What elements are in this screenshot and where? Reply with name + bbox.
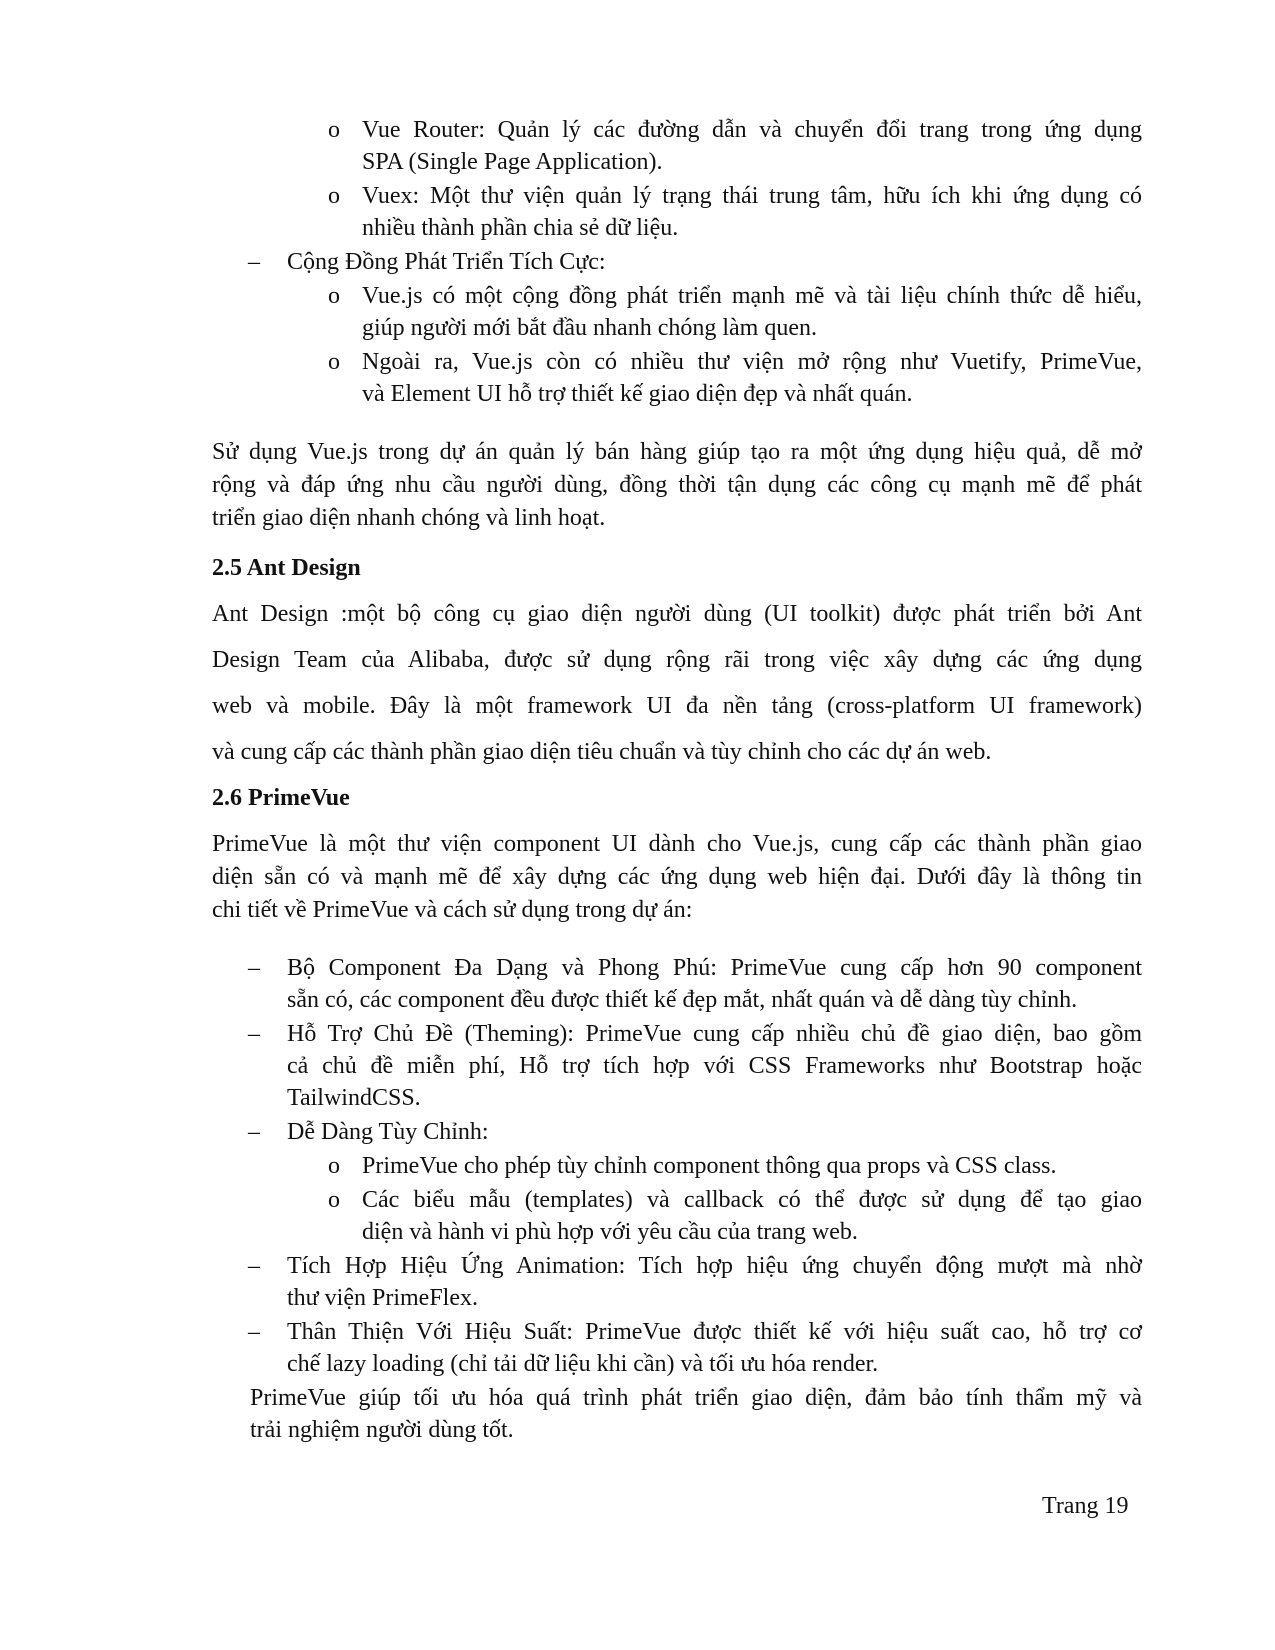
circle-bullet-icon: o (328, 1153, 340, 1179)
paragraph-line: trải nghiệm người dùng tốt. (250, 1417, 514, 1443)
paragraph-line: PrimeVue là một thư viện component UI dành cho Vue.js, cung cấp các thành phần giao (212, 831, 1142, 857)
list-item-title: Cộng Đồng Phát Triển Tích Cực: (287, 249, 606, 275)
list-item-text: Ngoài ra, Vue.js còn có nhiều thư viện mở rộng như Vuetify, PrimeVue, (362, 349, 1142, 375)
dash-bullet-icon: – (248, 1253, 260, 1279)
circle-bullet-icon: o (328, 283, 340, 309)
paragraph-line: và cung cấp các thành phần giao diện tiêu chuẩn và tùy chỉnh cho các dự án web. (212, 739, 992, 765)
list-item-text: Bộ Component Đa Dạng và Phong Phú: PrimeVue cung cấp hơn 90 component (287, 955, 1142, 981)
paragraph-line: Sử dụng Vue.js trong dự án quản lý bán hàng giúp tạo ra một ứng dụng hiệu quả, dễ mở (212, 439, 1142, 465)
list-item-text: Các biểu mẫu (templates) và callback có thể được sử dụng để tạo giao (362, 1187, 1142, 1213)
paragraph-line: diện sẵn có và mạnh mẽ để xây dựng các ứng dụng web hiện đại. Dưới đây là thông tin (212, 864, 1142, 890)
page-number: Trang 19 (1042, 1493, 1129, 1519)
paragraph-line: PrimeVue giúp tối ưu hóa quá trình phát triển giao diện, đảm bảo tính thẩm mỹ và (250, 1385, 1142, 1411)
list-item-text: nhiều thành phần chia sẻ dữ liệu. (362, 215, 679, 241)
paragraph-line: triển giao diện nhanh chóng và linh hoạt. (212, 505, 606, 531)
list-item-text: Vue.js có một cộng đồng phát triển mạnh mẽ và tài liệu chính thức dễ hiểu, (362, 283, 1142, 309)
dash-bullet-icon: – (248, 1119, 260, 1145)
list-item-text: cả chủ đề miễn phí, Hỗ trợ tích hợp với CSS Frameworks như Bootstrap hoặc (287, 1053, 1142, 1079)
paragraph-line: chi tiết về PrimeVue và cách sử dụng trong dự án: (212, 897, 693, 923)
list-item-text: Hỗ Trợ Chủ Đề (Theming): PrimeVue cung cấp nhiều chủ đề giao diện, bao gồm (287, 1021, 1142, 1047)
list-item-text: Vue Router: Quản lý các đường dẫn và chuyển đổi trang trong ứng dụng (362, 117, 1142, 143)
paragraph-line: Design Team của Alibaba, được sử dụng rộng rãi trong việc xây dựng các ứng dụng (212, 647, 1142, 673)
paragraph-line: rộng và đáp ứng nhu cầu người dùng, đồng thời tận dụng các công cụ mạnh mẽ để phát (212, 472, 1142, 498)
circle-bullet-icon: o (328, 349, 340, 375)
list-item-text: Thân Thiện Với Hiệu Suất: PrimeVue được thiết kế với hiệu suất cao, hỗ trợ cơ (287, 1319, 1142, 1345)
list-item-text: và Element UI hỗ trợ thiết kế giao diện đẹp và nhất quán. (362, 381, 913, 407)
circle-bullet-icon: o (328, 117, 340, 143)
list-item-text: diện và hành vi phù hợp với yêu cầu của trang web. (362, 1219, 858, 1245)
list-item-text: Tích Hợp Hiệu Ứng Animation: Tích hợp hiệu ứng chuyển động mượt mà nhờ (287, 1253, 1142, 1279)
circle-bullet-icon: o (328, 183, 340, 209)
list-item-text: Vuex: Một thư viện quản lý trạng thái trung tâm, hữu ích khi ứng dụng có (362, 183, 1142, 209)
paragraph-line: web và mobile. Đây là một framework UI đa nền tảng (cross-platform UI framework) (212, 693, 1142, 719)
list-item-text: PrimeVue cho phép tùy chỉnh component thông qua props và CSS class. (362, 1153, 1057, 1179)
circle-bullet-icon: o (328, 1187, 340, 1213)
list-item-text: chế lazy loading (chỉ tải dữ liệu khi cần) và tối ưu hóa render. (287, 1351, 879, 1377)
section-heading-primevue: 2.6 PrimeVue (212, 785, 350, 811)
dash-bullet-icon: – (248, 955, 260, 981)
list-item-text: TailwindCSS. (287, 1085, 421, 1111)
dash-bullet-icon: – (248, 1319, 260, 1345)
list-item-text: sẵn có, các component đều được thiết kế đẹp mắt, nhất quán và dễ dàng tùy chỉnh. (287, 987, 1078, 1013)
list-item-text: giúp người mới bắt đầu nhanh chóng làm quen. (362, 315, 817, 341)
dash-bullet-icon: – (248, 1021, 260, 1047)
list-item-title: Dễ Dàng Tùy Chỉnh: (287, 1119, 489, 1145)
section-heading-ant-design: 2.5 Ant Design (212, 555, 361, 581)
paragraph-line: Ant Design :một bộ công cụ giao diện người dùng (UI toolkit) được phát triển bởi Ant (212, 601, 1142, 627)
list-item-text: thư viện PrimeFlex. (287, 1285, 478, 1311)
list-item-text: SPA (Single Page Application). (362, 149, 663, 175)
dash-bullet-icon: – (248, 249, 260, 275)
